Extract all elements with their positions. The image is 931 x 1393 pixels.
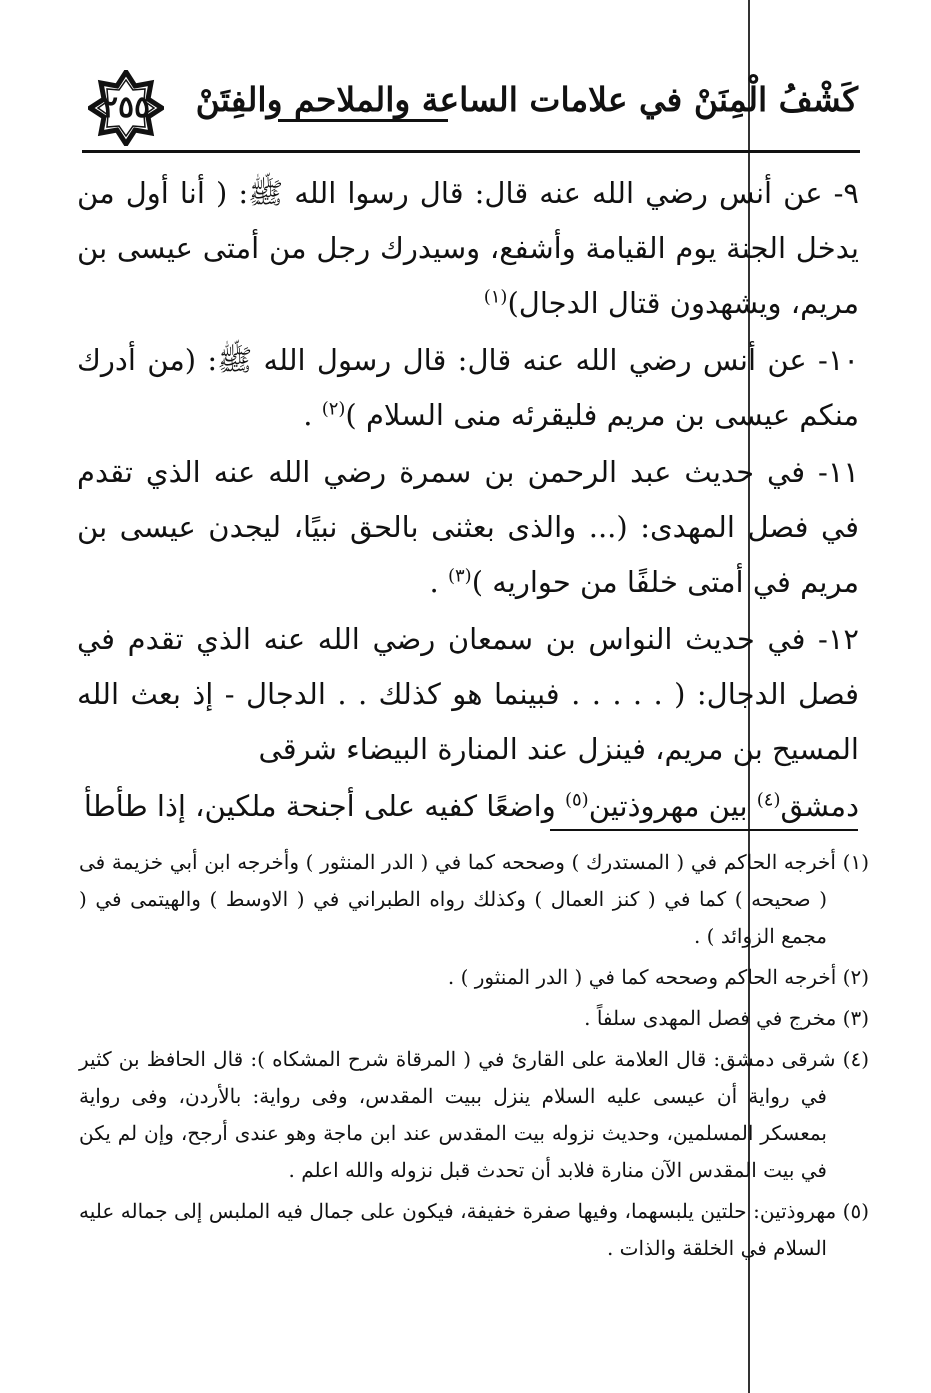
footnote-3: (٣) مخرج في فصل المهدى سلفاً .	[584, 1006, 869, 1030]
footnote-ref: (٤)	[756, 789, 781, 811]
page-number-badge	[88, 70, 164, 146]
footnote-1: (١) أخرجه الحاكم في ( المستدرك ) وصححه كما في ( الدر المنثور ) وأخرجه ابن أبي خزيمة فى ( صحيحه ) كما في ( كنز العمال ) وكذلك رواه الطبراني في ( الاوسط ) والهيتمى في ( مجمع الزوائد ) .	[79, 850, 869, 948]
running-header	[78, 70, 858, 150]
hadith-item-9: ٩- عن أنس رضي الله عنه قال: قال رسوا الله ﷺ: ( أنا أول من يدخل الجنة يوم القيامة وأشفع، وسيدرك رجل من أمتى عيسى بن مريم، ويشهدون قتال الدجال)$^{(١)}$	[77, 176, 859, 320]
footnote-separator	[550, 829, 858, 831]
footnote-ref: (١)	[483, 286, 508, 308]
footnotes	[79, 844, 869, 1271]
hadith-item-11: ١١- في حديث عبد الرحمن بن سمرة رضي الله عنه الذي تقدم في فصل المهدى: (... والذى بعثنى بالحق نبيًا، ليجدن عيسى بن مريم في أمتى خلفًا من حواريه )$^{(٣)}$ .	[77, 455, 859, 599]
footnote-2: (٢) أخرجه الحاكم وصححه كما في ( الدر المنثور ) .	[447, 965, 869, 989]
header-rule	[82, 150, 860, 153]
main-text	[77, 166, 859, 836]
hadith-item-12: ١٢- في حديث النواس بن سمعان رضي الله عنه الذي تقدم في فصل الدجال: ( . . . . . فبينما هو كذلك . . الدجال - إذ بعث الله المسيح بن مريم، فينزل عند المنارة البيضاء شرقى	[77, 622, 859, 766]
book-title: كَشْفُ الْمِنَنْ في علامات الساعة والملاحم والفِتَنْ	[195, 80, 858, 119]
footnote-ref: (٥)	[564, 789, 589, 811]
header-dash	[278, 119, 448, 122]
footnote-4: (٤) شرقى دمشق: قال العلامة على القارئ في ( المرقاة شرح المشكاه ): قال الحافظ بن كثير في رواية أن عيسى عليه السلام ينزل ببيت المقدس، وفى رواية: بالأردن، وفى رواية بمعسكر المسلمين، وحديث نزوله بيت المقدس عند ابن ماجة وهو عندى أرجح، وإن لم يكن في بيت المقدس الآن منارة فلابد أن تحدث قبل نزوله والله اعلم .	[79, 1047, 869, 1182]
page-number: ٢٥٥	[101, 90, 151, 125]
footnote-ref: (٣)	[447, 565, 472, 587]
hadith-item-12-continued: دمشق$^{(٤)}$ بين مهروذتين$^{(٥)}$ واضعًا كفيه على أجنحة ملكين، إذا طأطأ	[83, 789, 859, 823]
footnote-ref: (٢)	[321, 398, 346, 420]
hadith-item-10: ١٠- عن أنس رضي الله عنه قال: قال رسول الله ﷺ: (من أدرك منكم عيسى بن مريم فليقرئه منى السلام )$^{(٢)}$ .	[77, 343, 859, 432]
footnote-5: (٥) مهروذتين: حلتين يلبسهما، وفيها صفرة خفيفة، فيكون على جمال فيه الملبس إلى جماله عليه السلام في الخلقة والذات .	[79, 1199, 869, 1260]
